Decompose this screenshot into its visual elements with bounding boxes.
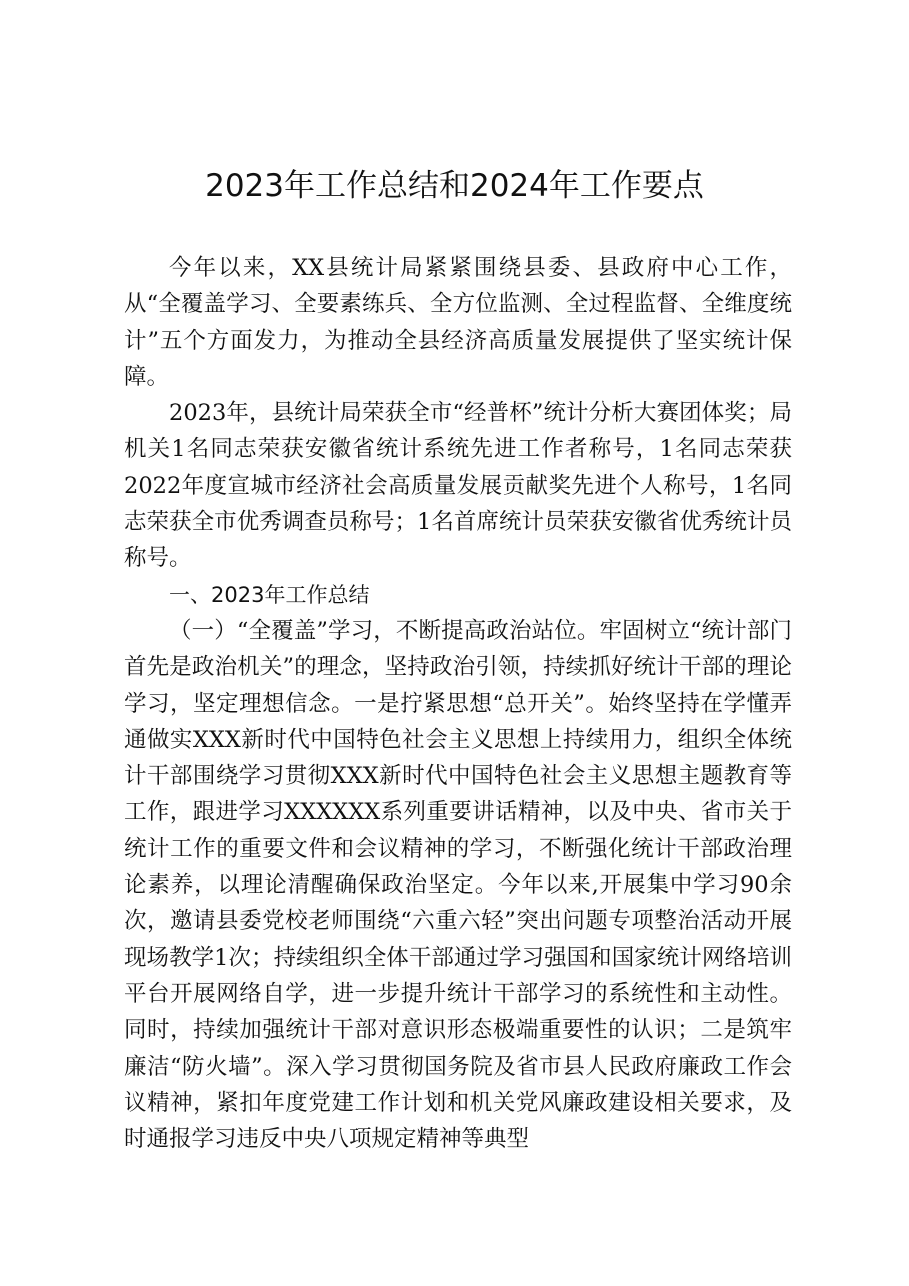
document-title: 2023年工作总结和2024年工作要点 [205,168,704,204]
section-heading: 一、2023年工作总结 [169,582,370,607]
awards-paragraph: 2023年，县统计局荣获全市“经普杯”统计分析大赛团体奖；局机关1名同志荣获安徽省统计系统先进工作者称号，1名同志荣获2022年度宣城市经济社会高质量发展贡献奖先进个人称号，1名同志荣获全市优秀调查员称号；1名首席统计员荣获安徽省优秀统计员称号。 [124,400,792,572]
document-body [124,250,792,1157]
section-paragraph: （一）“全覆盖”学习，不断提高政治站位。牢固树立“统计部门首先是政治机关”的理念，坚持政治引领，持续抓好统计干部的理论学习，坚定理想信念。一是拧紧思想“总开关”。始终坚持在学懂弄通做实XXX新时代中国特色社会主义思想上持续用力，组织全体统计干部围绕学习贯彻XXX新时代中国特色社会主义思想主题教育等工作，跟进学习XXXXXX系列重要讲话精神，以及中央、省市关于统计工作的重要文件和会议精神的学习，不断强化统计干部政治理论素养，以理论清醒确保政治坚定。今年以来,开展集中学习90余次，邀请县委党校老师围绕“六重六轻”突出问题专项整治活动开展现场教学1次；持续组织全体干部通过学习强国和国家统计网络培训平台开展网络自学，进一步提升统计干部学习的系统性和主动性。同时，持续加强统计干部对意识形态极端重要性的认识；二是筑牢廉洁“防火墙”。深入学习贯彻国务院及省市县人民政府廉政工作会议精神，紧扣年度党建工作计划和机关党风廉政建设相关要求，及时通报学习违反中央八项规定精神等典型 [124,617,792,1153]
intro-paragraph: 今年以来，XX县统计局紧紧围绕县委、县政府中心工作，从“全覆盖学习、全要素练兵、全方位监测、全过程监督、全维度统计”五个方面发力，为推动全县经济高质量发展提供了坚实统计保障。 [124,255,792,390]
